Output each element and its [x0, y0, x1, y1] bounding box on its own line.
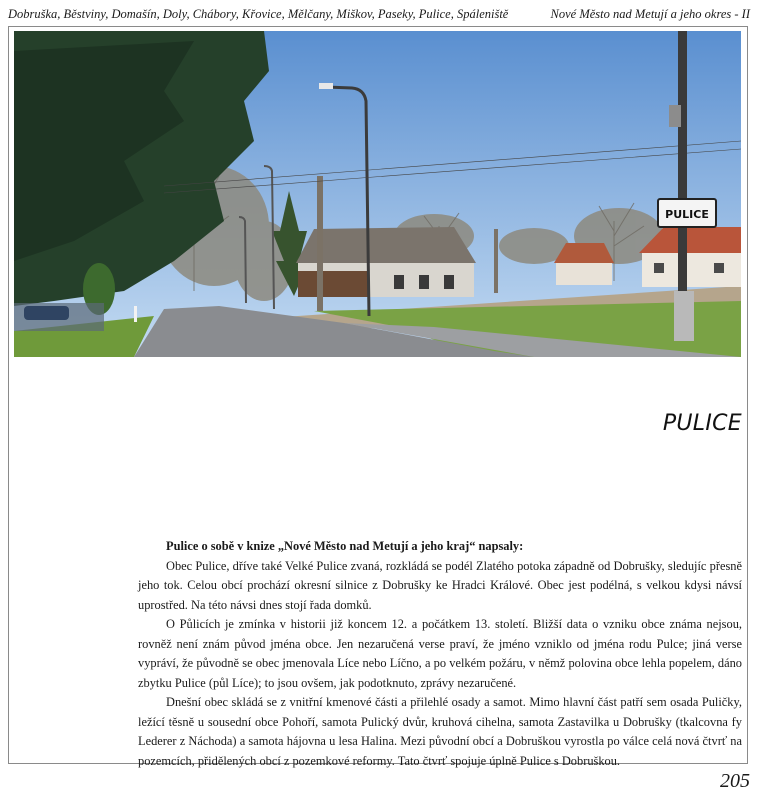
village-photo: [14, 31, 741, 357]
utility-pole-far: [494, 229, 498, 293]
article-heading: Pulice o sobě v knize „Nové Město nad Metují a jeho kraj“ napsaly:: [166, 539, 524, 553]
running-header-villages: Dobruška, Běstviny, Domašín, Doly, Chábory, Křovice, Mělčany, Miškov, Paseky, Pulice, Spáleniště: [8, 7, 509, 21]
village-sign: [658, 199, 716, 227]
village-sign-text: PULICE: [665, 208, 709, 221]
lamp-head: [319, 83, 333, 89]
sign-pole: [678, 31, 687, 331]
road-marker: [134, 306, 137, 322]
running-header: [8, 6, 750, 22]
article-paragraph-2: O Půlicích je zmínka v historii již koncem 12. a počátkem 13. století. Bližší data o vzniku obce známa nejsou, rovněž není znám původ jména obce. Jen nezaručená verse praví, že jméno vzniklo od jména rodu Pulce; jiná verse vypráví, že původně se obec jmenovala Líce nebo Líčno, a po velkém požáru, v němž polovina obce lehla popelem, dáno zbytku Pulice (půl Líce); to jsou ovšem, jak podotknuto, zprávy nezaručené.: [138, 617, 742, 690]
utility-pole: [317, 176, 323, 311]
page-number: 205: [720, 770, 750, 792]
article-paragraph-3: Dnešní obec skládá se z vnitřní kmenové části a přilehlé osady a samot. Mimo hlavní část patří sem osada Puličky, ležící těsně u sousední obce Pohoří, samota Pulický dvůr, kruhová cihelna, samota Zastavilka u Dobrušky (tkalcovna fy Lederer z Náchoda) a samota hájovna u lesa Halina. Mezi původní obcí a Dobruškou vyrostla po válce celá nová čtvrť na pozemcích, přidělených obcí z pozemkové reformy. Tato čtvrť spojuje úplně Pulice s Dobruškou.: [138, 695, 742, 768]
article: [138, 537, 742, 771]
article-paragraph-1: Obec Pulice, dříve také Velké Pulice zvaná, rozkládá se podél Zlatého potoka západně od Dobrušky, sledujíc přesně jeho tok. Celou obcí prochází okresní silnice z Dobrušky ke Hradci Králové. Obec jest podélná, s velkou kdysi návsí uprostřed. Na této návsi dnes stojí řada domků.: [138, 558, 742, 612]
running-header-book-title: Nové Město nad Metují a jeho okres - II: [550, 7, 750, 21]
parked-car: [24, 306, 69, 320]
pole-box: [669, 105, 681, 127]
page-title: PULICE: [662, 411, 742, 436]
sign-pole-base: [674, 291, 694, 341]
